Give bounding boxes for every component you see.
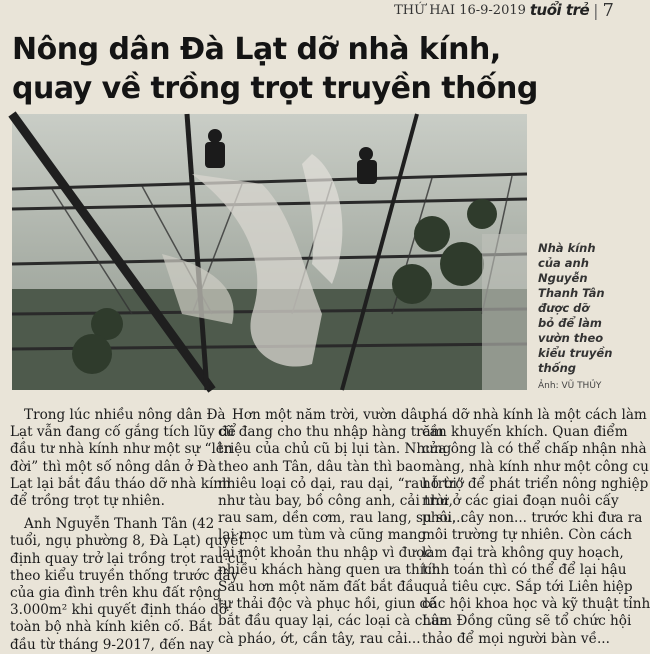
caption-line: Nguyễn	[538, 271, 588, 285]
greenhouse-photo	[12, 114, 527, 390]
masthead	[394, 0, 614, 20]
masthead-divider: |	[593, 0, 599, 20]
body-line: theo kiểu truyền thống trước đây	[10, 567, 239, 584]
body-line: tự thải độc và phục hồi, giun dế	[218, 596, 437, 613]
headline-line-2: quay về trồng trọt truyền thống	[12, 71, 538, 106]
body-line: cà pháo, ớt, cần tây, rau cải...	[218, 630, 421, 647]
body-line: 3.000m² khi quyết định tháo dỡ	[10, 602, 228, 619]
body-line: như tàu bay, bồ công anh, cải trời,	[218, 493, 453, 510]
body-line: phá dỡ nhà kính là một cách làm	[422, 407, 647, 423]
body-line: cũ đang cho thu nhập hàng trăm	[218, 424, 444, 441]
body-line: quả tiêu cực. Sắp tới Liên hiệp	[422, 579, 633, 596]
body-line: rau sam, dền cơm, rau lang, su su...	[218, 510, 465, 527]
body-line: lại một khoản thu nhập vì được	[218, 544, 432, 561]
newspaper-logo: tuổi trẻ	[529, 1, 590, 19]
photo-credit: Ảnh: VŨ THỦY	[538, 381, 602, 391]
photo-caption	[538, 241, 622, 376]
body-line: triệu của chủ cũ bị lụi tàn. Nhưng	[218, 441, 452, 458]
body-line: Sau hơn một năm đất bắt đầu	[218, 579, 423, 596]
body-line: hỗ trợ để phát triển nông nghiệp	[422, 475, 649, 492]
body-line: toàn bộ nhà kính kiên cố. Bắt	[10, 619, 213, 636]
body-line: để trồng trọt tự nhiên.	[10, 493, 165, 510]
body-line: màng, nhà kính như một công cụ	[422, 458, 649, 475]
issue-date: THỨ HAI 16-9-2019	[394, 2, 526, 18]
caption-line: Nhà kính	[538, 241, 596, 255]
body-line: đầu tư nhà kính như một sự “lên	[10, 441, 233, 458]
page-number: 7	[602, 0, 614, 21]
body-line: Lâm Đồng cũng sẽ tổ chức hội	[422, 613, 632, 630]
caption-line: thống	[538, 361, 577, 375]
body-line: Hơn một năm trời, vườn dâu	[232, 407, 427, 423]
caption-line: được dỡ	[538, 301, 590, 315]
body-line: Lạt lại bắt đầu tháo dỡ nhà kính	[10, 475, 231, 492]
body-line: theo anh Tân, dâu tàn thì bao	[218, 458, 422, 475]
greenhouse-illustration	[12, 114, 527, 390]
body-line: các hội khoa học và kỹ thuật tỉnh	[422, 596, 650, 613]
caption-line: vườn theo	[538, 331, 604, 345]
headline-line-1: Nông dân Đà Lạt dỡ nhà kính,	[12, 32, 501, 67]
caption-line: bỏ để làm	[538, 316, 602, 330]
body-line: môi trường tự nhiên. Còn cách	[422, 527, 633, 544]
body-line: làm đại trà không quy hoạch,	[422, 544, 624, 561]
body-line: phôi, cây non... trước khi đưa ra	[422, 510, 643, 527]
body-line: nhiều khách hàng quen ưa thích.	[218, 561, 445, 578]
body-line: Trong lúc nhiều nông dân Đà	[24, 407, 226, 423]
body-line: định quay trở lại trồng trọt rau củ	[10, 550, 245, 567]
article-column-2	[218, 407, 465, 648]
body-line: bắt đầu quay lại, các loại cà chua	[218, 613, 448, 630]
body-line: của gia đình trên khu đất rộng	[10, 585, 222, 602]
caption-line: của anh	[538, 256, 589, 270]
body-line: cần khuyến khích. Quan điểm	[422, 424, 628, 441]
caption-line: Thanh Tân	[538, 286, 605, 300]
body-line: Lạt vẫn đang cố gắng tích lũy để	[10, 424, 237, 441]
body-line: của ông là có thể chấp nhận nhà	[422, 441, 647, 458]
body-line: đầu từ tháng 9-2017, đến nay	[10, 636, 214, 653]
body-line: nhiêu loại cỏ dại, rau dại, “rau trời”	[218, 475, 464, 492]
headline	[12, 30, 612, 108]
body-line: tính toán thì có thể để lại hậu	[422, 561, 627, 578]
body-line: thảo để mọi người bàn về...	[422, 630, 610, 647]
caption-line: kiểu truyền	[538, 346, 613, 360]
article-column-1	[10, 407, 245, 654]
article-column-3	[422, 407, 650, 648]
body-line: như ở các giai đoạn nuôi cấy	[422, 493, 619, 510]
body-line: Anh Nguyễn Thanh Tân (42	[24, 516, 215, 533]
body-line: đời” thì một số nông dân ở Đà	[10, 458, 217, 475]
body-line: lại mọc um tùm và cũng mang	[218, 527, 427, 544]
body-line: tuổi, ngụ phường 8, Đà Lạt) quyết	[10, 533, 245, 550]
